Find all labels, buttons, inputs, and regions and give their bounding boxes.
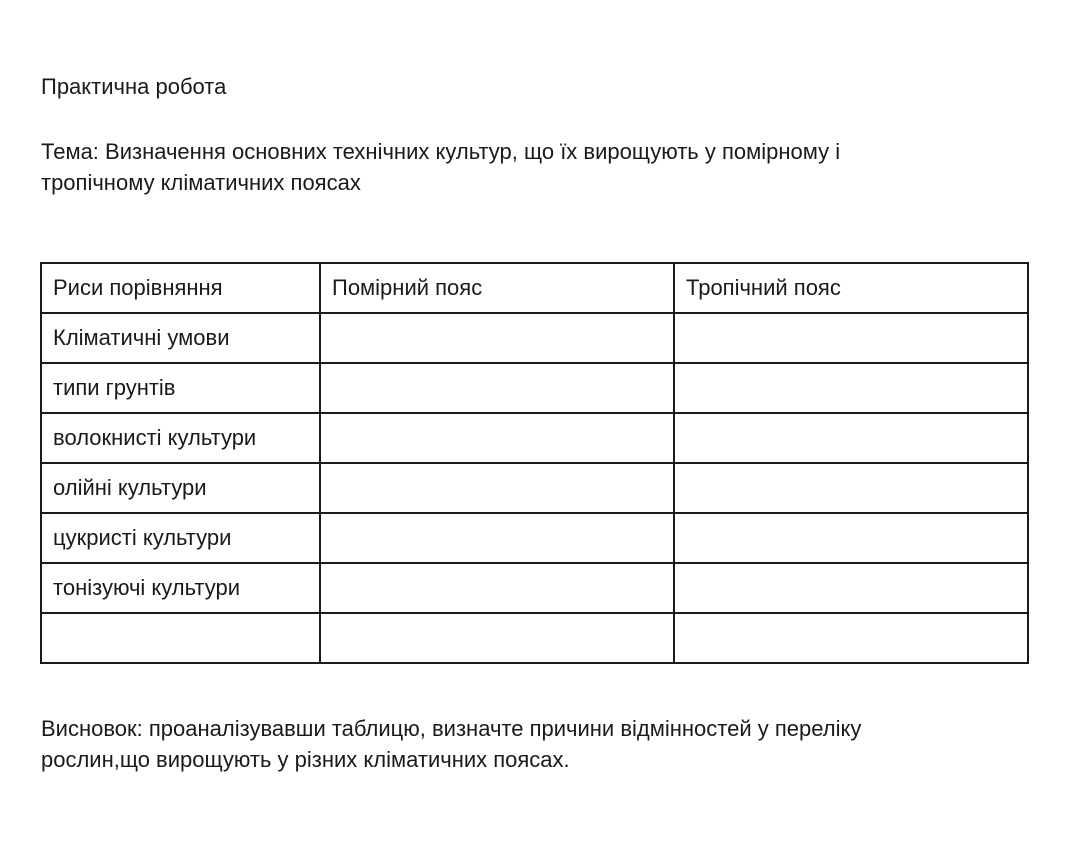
row-label: тонізуючі культури: [41, 563, 320, 613]
tropical-cell[interactable]: [674, 513, 1028, 563]
row-label[interactable]: [41, 613, 320, 663]
temperate-cell[interactable]: [320, 463, 674, 513]
row-label: Кліматичні умови: [41, 313, 320, 363]
row-label: типи грунтів: [41, 363, 320, 413]
row-label: олійні культури: [41, 463, 320, 513]
topic-line: Тема: Визначення основних технічних культур, що їх вирощують у помірному і: [41, 139, 841, 164]
row-label: волокнисті культури: [41, 413, 320, 463]
temperate-cell[interactable]: [320, 563, 674, 613]
conclusion-line: Висновок: проаналізувавши таблицю, визначте причини відмінностей у переліку: [41, 716, 862, 741]
row-label: цукристі культури: [41, 513, 320, 563]
tropical-cell[interactable]: [674, 313, 1028, 363]
header-temperate-belt: Помірний пояс: [320, 263, 674, 313]
table-header-row: [41, 263, 1028, 313]
tropical-cell[interactable]: [674, 413, 1028, 463]
tropical-cell[interactable]: [674, 463, 1028, 513]
table-row: [41, 463, 1028, 513]
topic-text: [41, 136, 1001, 198]
table-row: [41, 363, 1028, 413]
table-row: [41, 413, 1028, 463]
comparison-table: [40, 262, 1029, 664]
table-row: [41, 563, 1028, 613]
conclusion-line: рослин,що вирощують у різних кліматичних поясах.: [41, 747, 570, 772]
conclusion-text: [41, 713, 1041, 775]
table-row: [41, 513, 1028, 563]
header-tropical-belt: Тропічний пояс: [674, 263, 1028, 313]
temperate-cell[interactable]: [320, 313, 674, 363]
header-criteria: Риси порівняння: [41, 263, 320, 313]
temperate-cell[interactable]: [320, 363, 674, 413]
table-row: [41, 313, 1028, 363]
temperate-cell[interactable]: [320, 413, 674, 463]
page-title: Практична робота: [41, 74, 227, 99]
tropical-cell[interactable]: [674, 563, 1028, 613]
tropical-cell[interactable]: [674, 363, 1028, 413]
temperate-cell[interactable]: [320, 613, 674, 663]
table-row: [41, 613, 1028, 663]
tropical-cell[interactable]: [674, 613, 1028, 663]
temperate-cell[interactable]: [320, 513, 674, 563]
topic-line: тропічному кліматичних поясах: [41, 170, 361, 195]
